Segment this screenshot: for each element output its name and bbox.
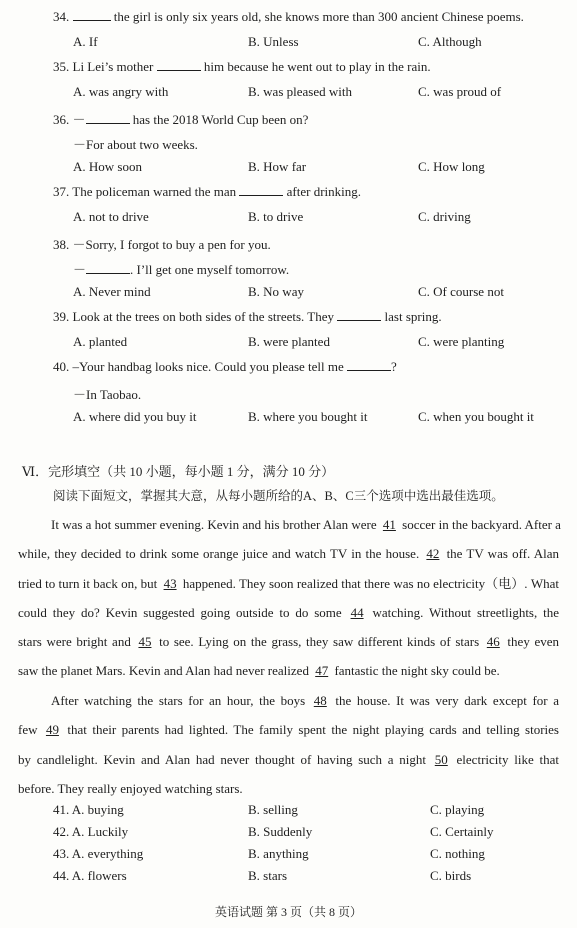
passage-line: tried to turn it back on, but 43 happened. They soon realized that there was no electricity（电）. What [18,575,559,591]
option-b: B. anything [248,846,309,861]
cloze-blank-49: 49 [45,722,59,738]
passage-line: stars were bright and 45 to see. Lying on the grass, they saw different kinds of stars 46 they even [18,634,559,650]
question-38 [53,234,271,253]
option-a: A. was angry with [73,84,169,99]
question-37 [53,184,361,200]
question-34 [53,9,524,25]
question-35 [53,59,431,75]
option-a: A. How soon [73,159,142,174]
answer-blank [86,262,130,274]
question-text: . I’ll get one myself tomorrow. [130,262,290,277]
cloze-option-row-42: 42. A. Luckily [53,824,129,839]
option-c: C. when you bought it [418,409,534,424]
option-b: B. was pleased with [248,84,352,99]
question-number: 36. [53,112,70,127]
question-36 [53,109,308,128]
option-a: A. If [73,34,98,49]
option-c: C. How long [418,159,485,174]
option-b: B. How far [248,159,307,174]
cloze-option-row-44: 44. A. flowers [53,868,127,883]
question-text: ? [391,359,397,374]
option-c: C. Certainly [430,824,494,839]
dialogue-line [73,259,289,278]
option-c: C. birds [430,868,472,883]
passage-line: saw the planet Mars. Kevin and Alan had never realized 47 fantastic the night sky could be. [18,663,500,679]
passage-paragraph-2 [18,686,559,803]
page-footer: 英语试题 第 3 页（共 8 页） [214,905,362,919]
cloze-blank-50: 50 [434,751,448,767]
cloze-blank-46: 46 [486,634,500,650]
dialogue-line: －For about two weeks. [73,137,198,152]
answer-blank [239,184,283,196]
option-b: B. were planted [248,334,330,349]
option-a: A. Never mind [73,284,151,299]
answer-blank [73,9,111,21]
option-b: B. No way [248,284,304,299]
cloze-blank-43: 43 [163,575,177,591]
option-c: C. Of course not [418,284,504,299]
option-b: B. selling [248,802,298,817]
question-number: 39. [53,309,70,324]
question-39 [53,309,442,325]
option-c: C. were planting [418,334,505,349]
question-number: 34. [53,9,70,24]
passage-line: few 49 that their parents had lighted. The family spent the night playing cards and telling stories [18,722,559,738]
section-title: Ⅵ．完形填空（共 10 小题，每小题 1 分，满分 10 分） [22,464,335,479]
question-40 [53,359,397,375]
question-text: Li Lei’s mother [72,59,157,74]
question-text: has the 2018 World Cup been on? [129,112,309,127]
passage-line: before. They really enjoyed watching stars. [18,780,243,796]
passage-line: by candlelight. Kevin and Alan had never thought of having such a night 50 electricity like that [18,751,559,767]
answer-blank [337,309,381,321]
question-text: last spring. [381,309,442,324]
answer-blank [86,112,130,124]
option-c: C. playing [430,802,485,817]
answer-blank [157,59,201,71]
cloze-blank-48: 48 [313,693,327,708]
passage-line: while, they decided to drink some orange juice and watch TV in the house. 42 the TV was off. Alan [18,546,559,562]
option-c: C. nothing [430,846,485,861]
question-number: 38. [53,237,70,252]
passage-paragraph-1 [18,510,559,686]
option-b: B. Unless [248,34,299,49]
passage-line: It was a hot summer evening. Kevin and his brother Alan were 41 soccer in the backyard. After a [51,517,561,532]
cloze-blank-42: 42 [426,546,440,562]
cloze-blank-47: 47 [315,663,329,679]
section-instruction: 阅读下面短文，掌握其大意，从每小题所给的A、B、C三个选项中选出最佳选项。 [53,489,504,503]
passage-line: could they do? Kevin suggested going outside to do some 44 watching. Without streetlights, the [18,604,559,620]
cloze-blank-44: 44 [350,604,364,620]
question-number: 40. [53,359,70,374]
option-a: A. not to drive [73,209,149,224]
dash: － [73,262,87,277]
question-number: 37. [53,184,70,199]
option-b: B. stars [248,868,287,883]
cloze-blank-41: 41 [382,517,396,532]
option-c: C. was proud of [418,84,502,99]
option-b: B. to drive [248,209,304,224]
option-a: A. where did you buy it [73,409,197,424]
question-text: The policeman warned the man [72,184,240,199]
question-text: the girl is only six years old, she knows more than 300 ancient Chinese poems. [110,9,524,24]
option-c: C. driving [418,209,471,224]
dialogue-line: －In Taobao. [73,387,142,402]
question-text: － [72,112,86,127]
answer-blank [347,359,391,371]
cloze-option-row-41: 41. A. buying [53,802,124,817]
cloze-blank-45: 45 [138,634,152,650]
option-c: C. Although [418,34,482,49]
cloze-option-row-43: 43. A. everything [53,846,144,861]
question-text: after drinking. [283,184,362,199]
question-number: 35. [53,59,70,74]
passage-line: After watching the stars for an hour, the boys 48 the house. It was very dark except for a [51,693,560,708]
question-text: –Your handbag looks nice. Could you please tell me [72,359,348,374]
question-text: him because he went out to play in the rain. [200,59,431,74]
option-b: B. Suddenly [248,824,313,839]
option-b: B. where you bought it [248,409,368,424]
question-text: Look at the trees on both sides of the streets. They [72,309,338,324]
option-a: A. planted [73,334,128,349]
dialogue-line: －Sorry, I forgot to buy a pen for you. [72,237,271,252]
